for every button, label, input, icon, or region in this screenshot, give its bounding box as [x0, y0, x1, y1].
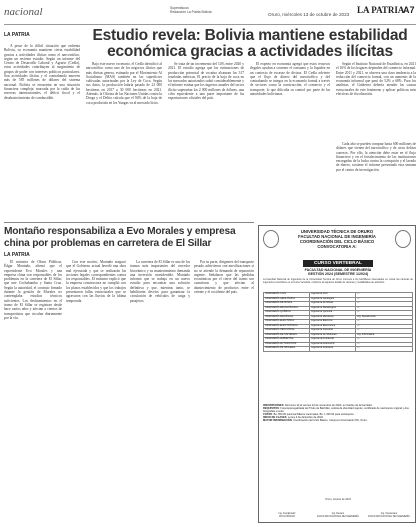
careers-table — [263, 292, 413, 352]
careers-table-cell: INGENIERÍA MECÁNICA — [264, 315, 310, 320]
story-divider — [4, 222, 254, 223]
requirement-item: MAYOR INFORMACIÓN: Coordinación del Ciclo Básico, Campus Universitario FNI, Oruro. — [263, 419, 368, 423]
ad-title-line: CONVOCATORIA A: — [317, 244, 357, 249]
story2-paragraph: Con este motivo, Montaño aseguró que el Gobierno actual heredó una obra mal ejecutada y que se realizarán las acciones legales correspondientes contra los responsables. El ministro explicó que la empresa constructora no cumplió con los plazos establecidos y que los trabajos presentaron fallas estructurales que se agravaron con las lluvias de la última temporada. — [66, 260, 126, 303]
story1-paragraph: Bajo este nuevo escenario, el Cedla identificó al narcotráfico como uno de los negocios ilícitos que más divisas genera, estimado por el Movimiento Al Socialismo (MAS) también en las superficies cultivadas autorizadas por la Ley de Coca. Según sus datos, la producción habría pasado de 22 000 hectáreas en 2017 a 30 000 hectáreas en 2021. Además, la Oficina de las Naciones Unidas contra la Droga y el Delito calcula que el 94% de la hoja de coca producida en los Yungas va al mercado lícito. — [86, 62, 162, 105]
story1-column — [336, 142, 416, 220]
careers-table-cell: — — [356, 306, 413, 311]
careers-table-cell: Ingeniería de Minas — [310, 302, 356, 307]
requirement-text: Fotocopia legalizada del Título de Bachiller, cédula de identidad vigente, certificado de nacimiento original y dos fotografías a color. — [263, 407, 409, 414]
signature-block — [365, 513, 413, 518]
credit-block — [170, 6, 211, 14]
careers-table-cell: INGENIERÍA METALÚRGICA — [264, 306, 310, 311]
careers-table-cell: — — [356, 293, 413, 298]
ad-title-line: COORDINACIÓN DEL CICLO BÁSICO — [299, 239, 375, 244]
careers-table-cell: INGENIERÍA INDUSTRIAL — [264, 329, 310, 334]
careers-table-cell: Ingeniería Industrial — [310, 329, 356, 334]
requirement-heading: INSCRIPCIONES — [263, 404, 284, 407]
story2-paragraph: Por su parte, dirigentes del transporte pesado advirtieron con movilizaciones si no se atiende la demanda de reparación urgente. Señalaron que las pérdidas económicas por el cierre del tramo son cuantiosas y que afectan al abastecimiento de productos entre el oriente y el occidente del país. — [194, 260, 254, 295]
requirement-text: Coordinación del Ciclo Básico, Campus Universitario FNI, Oruro. — [293, 419, 368, 423]
story1-column — [250, 62, 330, 219]
ad-footer: Oruro, octubre de 2023 — [325, 498, 351, 501]
signature-name: Ing. Vicedecano — [380, 513, 398, 515]
requirement-heading: COSTO — [263, 413, 273, 417]
story1-byline: LA PATRIA — [4, 32, 30, 38]
careers-table-cell: — — [356, 338, 413, 343]
story2-column — [130, 260, 190, 522]
section-label: nacional — [4, 6, 43, 18]
careers-table-cell: — — [356, 329, 413, 334]
story1-paragraph: Según el Instituto Nacional de Estadística, en 2021 el 16% de los hogares dependen del comercio informal. Entre 2011 y 2021, se observa una clara tendencia a la reducción del comercio formal, con un aumento de la economía informal que pasó de 52% a 68%. Para los analistas, el Gobierno debería atender las causas estructurales de este fenómeno y aplicar políticas más efectivas de fiscalización. — [336, 62, 416, 97]
newspaper-logo: LA PATRIA — [357, 5, 405, 15]
story1-paragraph: El experto en economía agregó que estos recursos ilegales ayudan a sostener el consumo y la liquidez en un contexto de escasez de divisas. El Cedla advierte que el flujo de dinero del narcotráfico y del contrabando se integra en la economía formal a través de sectores como la construcción, el comercio y el transporte, lo que dificulta su control por parte de las autoridades bolivianas. — [250, 62, 330, 97]
ad-subtitle-line: GESTIÓN 2024 (SEMESTRE 1/2024) — [307, 272, 369, 277]
story1-headline: Estudio revela: Bolivia mantiene estabilidad económica gracias a actividades ilícitas — [92, 27, 408, 60]
careers-table-cell: INGENIERÍA ELÉCTRICA — [264, 320, 310, 325]
careers-table-cell: INGENIERÍA DE SISTEMAS — [264, 333, 310, 338]
requirements-list — [263, 404, 413, 423]
careers-table-cell: INGENIERÍA AUTOMOTRIZ — [264, 342, 310, 347]
story2-paragraph: El ministro de Obras Públicas, Édgar Montaño, afirmó que el expresidente Evo Morales y una empresa china son responsables de los problemas en la carretera de El Sillar, que une Cochabamba y Santa Cruz. Según la autoridad, el contrato firmado durante la gestión de Morales no contemplaba estudios técnicos suficientes. Los deslizamientos en el tramo de El Sillar se registran desde hace varios años y afectan a cientos de transportistas que circulan diariamente por la vía. — [4, 260, 62, 320]
requirement-text: Del lunes 13 al viernes 24 de noviembre de 2023, en Kardex de la Facultad. — [284, 404, 373, 407]
careers-table-cell: INGENIERÍA ELECTRÓNICA — [264, 324, 310, 329]
signature-block — [314, 513, 362, 518]
page-number: A7 — [403, 5, 415, 15]
careers-table-cell: — — [356, 347, 413, 352]
signature-block — [263, 513, 311, 518]
requirement-heading: MAYOR INFORMACIÓN — [263, 419, 292, 423]
story2-column — [66, 260, 126, 522]
careers-table-cell: Ingeniería Metalúrgica — [310, 306, 356, 311]
ad-subtitle-line: FACULTAD NACIONAL DE INGENIERÍA — [304, 268, 372, 272]
ad-badge: CURSO VERTEBRAL — [303, 260, 373, 267]
ad-title-line: FACULTAD NACIONAL DE INGENIERÍA — [298, 234, 376, 239]
signature-title: FACULTAD NACIONAL DE INGENIERÍA — [368, 515, 410, 518]
faculty-seal-icon — [395, 230, 411, 248]
signature-name: Ing. Coordinador — [278, 513, 296, 515]
careers-table-row — [264, 347, 413, 352]
careers-table-cell: Ingeniería Geológica — [310, 297, 356, 302]
university-announcement-ad — [258, 225, 416, 523]
signature-name: Ing. Decano — [331, 513, 345, 515]
requirement-text: Lunes 4 de diciembre de 2023. — [287, 416, 324, 420]
careers-table-cell: INGENIERÍA DE MINAS — [264, 302, 310, 307]
university-seal-icon — [263, 230, 279, 248]
careers-table-cell: Ingeniería Química — [310, 311, 356, 316]
requirement-text: Bs. 650.00 para bachilleres nacionales; Bs. 1 300.00 para extranjeros. — [273, 413, 355, 417]
ad-title — [281, 229, 393, 249]
careers-table-cell: Ingeniería Eléctrica — [310, 320, 356, 325]
masthead — [0, 0, 420, 28]
careers-table-cell: Ingeniería Mecánica — [310, 315, 356, 320]
careers-table-cell: Ingeniería Ambiental — [310, 338, 356, 343]
careers-table-cell: — — [356, 324, 413, 329]
careers-table-cell: — — [356, 320, 413, 325]
story2-byline: LA PATRIA — [4, 252, 30, 258]
story1-paragraph: Cada año se pueden comprar hasta 600 millones de dólares que vienen del narcotráfico y de otros delitos conexos. Por ello, la atención debe estar en el flujo financiero y en el fortalecimiento de las instituciones encargadas de la lucha contra la corrupción y el lavado de dinero, sostiene el informe presentado esta semana por el centro de investigación. — [336, 142, 416, 172]
story1-paragraph: Se trata de un incremento del 14% entre 2020 y 2021. El estudio agrega que las estimaciones de producción potencial de cocaína alcanzan los 317 toneladas métricas. El precio de la hoja de coca en los mercados autorizados subió considerablemente y el informe estima que los ingresos anuales del sector ilícito superarían los 2 000 millones de dólares, una cifra equivalente a una parte importante de las exportaciones oficiales del país. — [168, 62, 244, 101]
requirement-heading: REQUISITOS — [263, 407, 279, 411]
ad-subtitle — [263, 268, 413, 276]
requirement-item: REQUISITOS: Fotocopia legalizada del Título de Bachiller, cédula de identidad vigente, certificado de nacimiento original y dos fotografías a color. — [263, 407, 409, 414]
story2-headline: Montaño responsabiliza a Evo Morales y empresa china por problemas en carretera de El Sillar — [4, 226, 236, 249]
careers-table-cell: INGENIERÍA AMBIENTAL — [264, 338, 310, 343]
careers-table-cell: INGENIERÍA GEOLÓGICA — [264, 297, 310, 302]
story2-column — [194, 260, 254, 522]
story1-paragraph: A pesar de la difícil situación que enfrenta Bolivia, su economía mantiene cierta estabilidad gracias a actividades ilícitas como el narcotráfico, según un reciente estudio. Según un informe del Centro de Desarrollo Laboral y Agrario (Cedla), estas actividades contribuyen al surgimiento de grupos de poder con intereses políticos particulares. Son actividades ilícitas y el contrabando mueven más de 585 millones de dólares del sistema nacional. Bolivia se encuentra en una situación financiera compleja, marcada por la caída de las reservas internacionales, el déficit fiscal y el desabastecimiento de combustible. — [4, 44, 80, 100]
story1-column — [336, 62, 416, 140]
careers-table-cell: INGENIERÍA PETROLERA — [264, 347, 310, 352]
careers-table-cell: Ingeniería Civil — [310, 293, 356, 298]
requirement-item: INSCRIPCIONES: Del lunes 13 al viernes 24 de noviembre de 2023, en Kardex de la Facultad. — [263, 404, 373, 407]
requirement-item: COSTO: Bs. 650.00 para bachilleres nacionales; Bs. 1 300.00 para extranjeros. — [263, 413, 355, 417]
story2-column — [4, 260, 62, 522]
signature-title: FACULTAD NACIONAL DE INGENIERÍA — [317, 515, 359, 518]
careers-table-cell: INGENIERÍA CIVIL — [264, 293, 310, 298]
story1-column — [86, 62, 162, 219]
careers-table-cell: — — [356, 297, 413, 302]
story1-column — [4, 44, 80, 219]
careers-table-cell: Ingeniería Automotriz — [310, 342, 356, 347]
signature-title: CICLO BÁSICO — [278, 515, 296, 518]
header-divider — [4, 24, 416, 25]
careers-table-cell: — — [356, 342, 413, 347]
careers-table-cell: — — [356, 302, 413, 307]
credit-line: Redacción La Patria Bolivia — [170, 10, 212, 14]
story1-column — [168, 62, 244, 219]
issue-date: Oruro, miércoles 13 de octubre de 2023 — [268, 12, 350, 17]
credit-line: Superdiscos — [170, 6, 189, 10]
requirement-item: INICIO DE CLASES: Lunes 4 de diciembre de 2023. — [263, 416, 324, 420]
story2-paragraph: La carretera de El Sillar es uno de los tramos más importantes del corredor bioceánico y su mantenimiento demanda una inversión considerable. Montaño informó que se trabaja en un nuevo estudio para encontrar una solución definitiva y que, mientras tanto, se habilitarán desvíos para garantizar la circulación de vehículos de carga y pasajeros. — [130, 260, 190, 303]
careers-table-cell: Ing. Mecatrónica — [356, 315, 413, 320]
careers-table-cell: Ingeniería Petrolera — [310, 347, 356, 352]
ad-title-line: UNIVERSIDAD TÉCNICA DE ORURO — [300, 229, 374, 234]
careers-table-cell: Ing. Informática — [356, 333, 413, 338]
requirement-heading: INICIO DE CLASES — [263, 416, 287, 420]
careers-table-cell: — — [356, 311, 413, 316]
careers-table-cell: Ingeniería Electrónica — [310, 324, 356, 329]
careers-table-cell: INGENIERÍA QUÍMICA — [264, 311, 310, 316]
careers-table-cell: Ingeniería de Sistemas — [310, 333, 356, 338]
ad-intro: La Facultad Nacional de Ingeniería de la Universidad Técnica de Oruro convoca a los bachilleres interesados en cursar las carreras de ingeniería a inscribirse en el Curso Vertebral, conforme al siguiente detalle de carreras y modalidades de admisión. — [263, 278, 413, 284]
